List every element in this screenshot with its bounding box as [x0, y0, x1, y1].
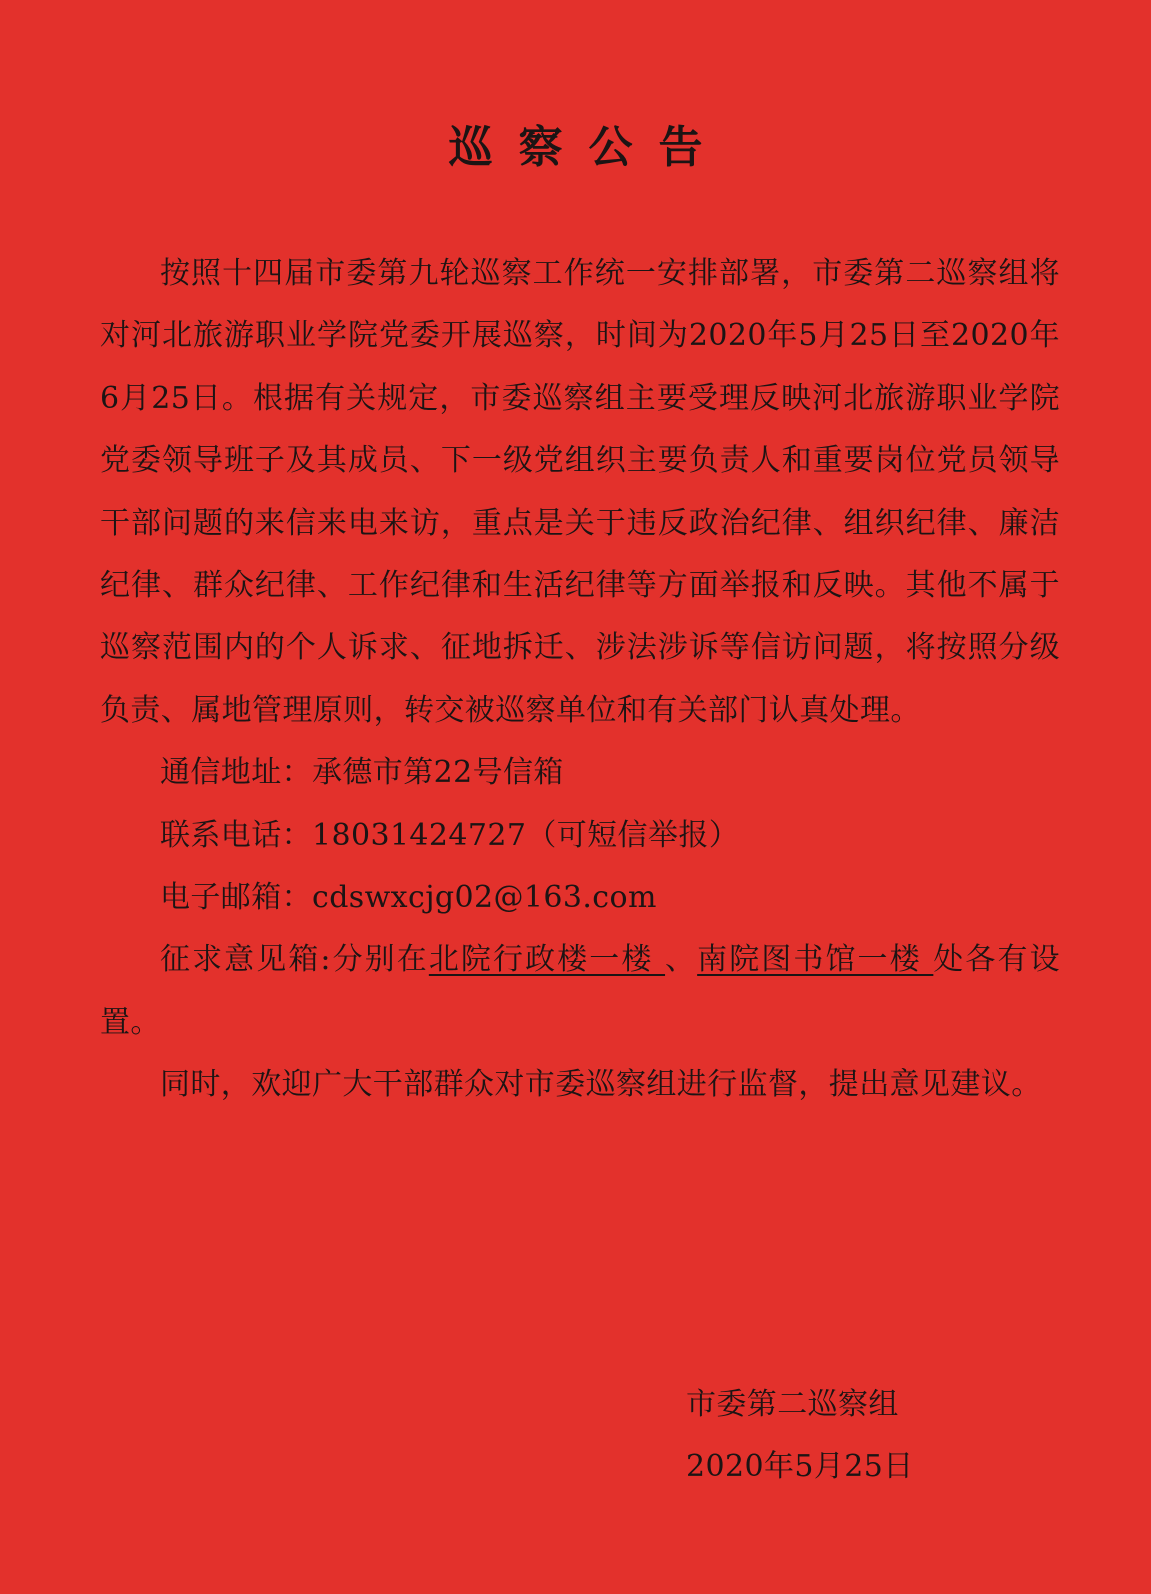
suggestion-box-location-north: 北院行政楼一楼 [428, 942, 666, 978]
suggestion-box-paragraph [100, 929, 1060, 1054]
contact-email: 电子邮箱：cdswxcjg02@163.com [160, 880, 657, 916]
suggestion-box-separator: 、 [665, 942, 698, 978]
signature-block [686, 1374, 914, 1498]
main-paragraph: 按照十四届市委第九轮巡察工作统一安排部署，市委第二巡察组将对河北旅游职业学院党委开展巡察，时间为2020年5月25日至2020年6月25日。根据有关规定，市委巡察组主要受理反映河北旅游职业学院党委领导班子及其成员、下一级党组织主要负责人和重要岗位党员领导干部问题的来信来电来访，重点是关于违反政治纪律、组织纪律、廉洁纪律、群众纪律、工作纪律和生活纪律等方面举报和反映。其他不属于巡察范围内的个人诉求、征地拆迁、涉法涉诉等信访问题，将按照分级负责、属地管理原则，转交被巡察单位和有关部门认真处理。 [100, 256, 1060, 728]
closing-paragraph: 同时，欢迎广大干部群众对市委巡察组进行监督，提出意见建议。 [160, 1067, 1042, 1103]
signature-date: 2020年5月25日 [686, 1449, 914, 1484]
contact-phone: 联系电话：18031424727（可短信举报） [160, 817, 740, 853]
suggestion-box-location-south: 南院图书馆一楼 [697, 942, 934, 978]
suggestion-box-suffix: 处各有设置。 [100, 942, 1060, 1040]
signature-org: 市委第二巡察组 [686, 1387, 899, 1422]
notice-body [100, 243, 1060, 1117]
notice-title: 巡察公告 [448, 122, 729, 173]
suggestion-box-prefix: 征求意见箱:分别在 [160, 942, 429, 978]
mailing-address: 通信地址：承德市第22号信箱 [160, 755, 564, 791]
